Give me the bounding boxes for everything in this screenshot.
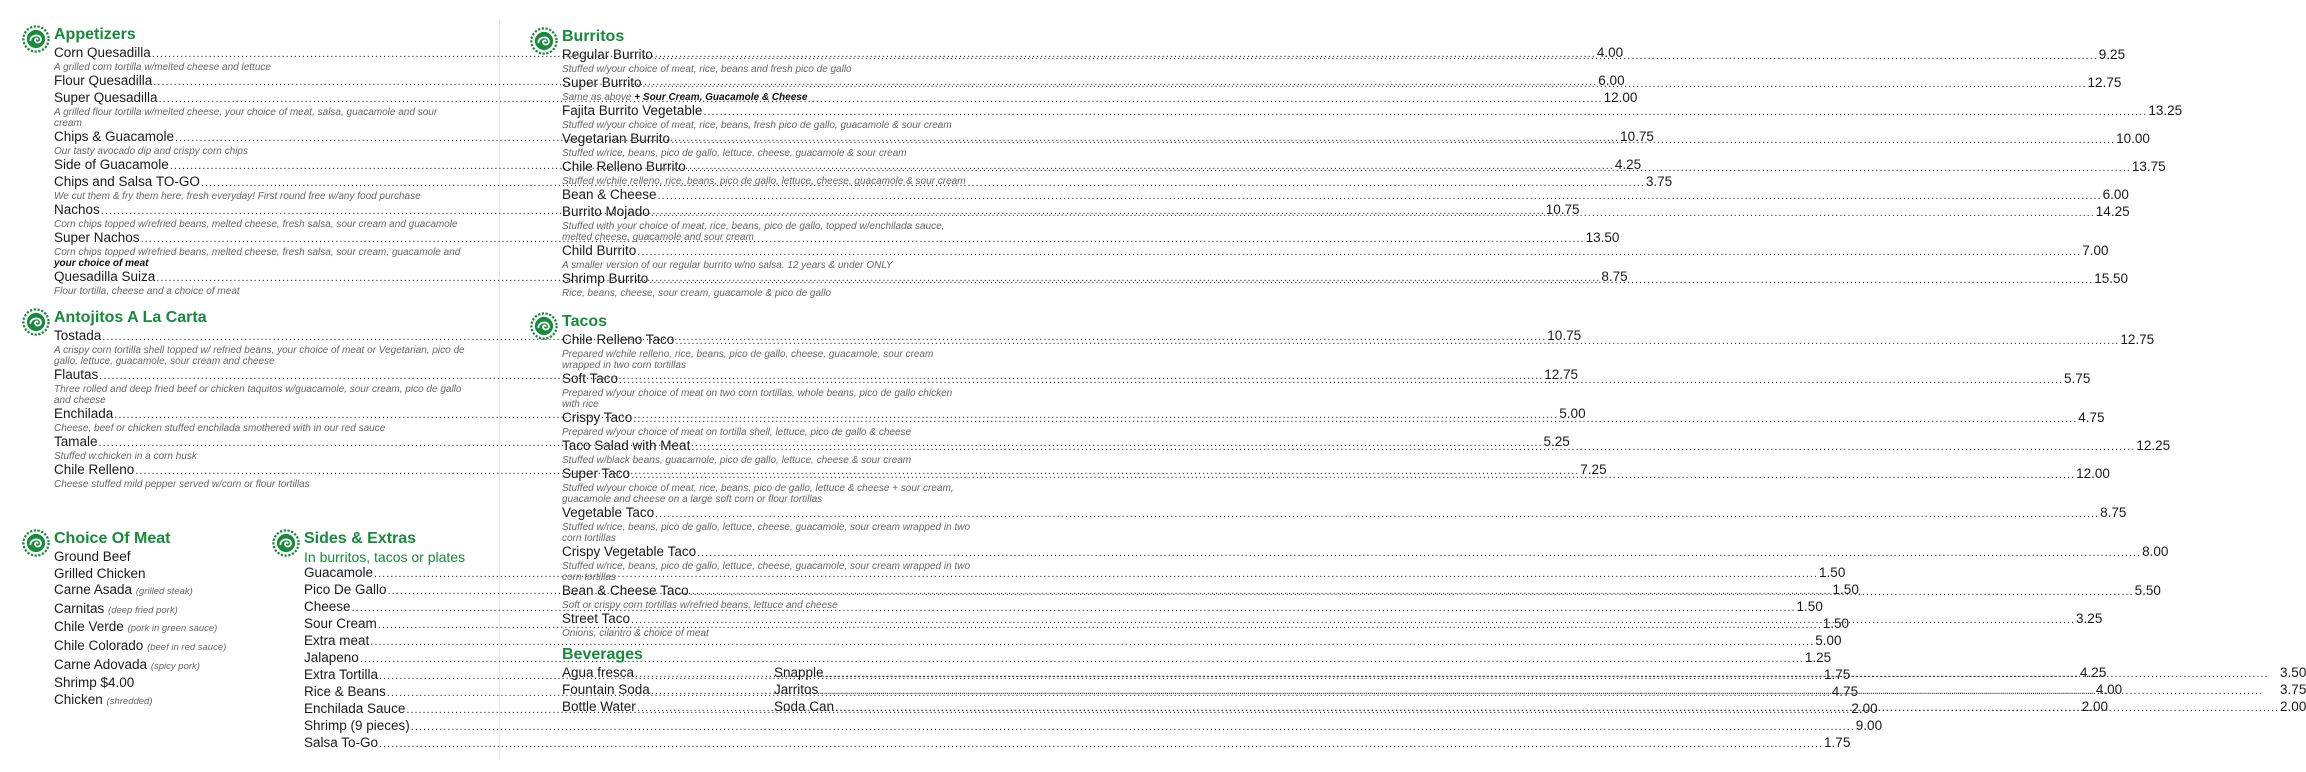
item-description (54, 423, 465, 434)
item-price: 1.25 (1804, 650, 1832, 665)
section-title: Appetizers (54, 26, 136, 43)
item-price: 10.75 (1547, 328, 1582, 343)
item-description-text: Rice, beans, cheese, sour cream, guacamole & pico de gallo (562, 288, 832, 299)
menu-item (304, 735, 1851, 752)
dot-leader (671, 132, 2115, 148)
item-description-text: A smaller version of our regular burrito w/no salsa. 12 years & under ONLY (562, 260, 893, 271)
item-description (562, 388, 970, 410)
item-price: 12.75 (2087, 75, 2122, 90)
item-description (562, 455, 970, 466)
menu-item (562, 103, 2183, 131)
item-description-text: We cut them & fry them here, fresh everyday! First round free w/any food purchase (54, 191, 421, 202)
menu-item (562, 505, 2127, 544)
item-description-text: Stuffed with your choice of meat, rice, beans, pico de gallo, topped w/enchilada sauce, melted cheese, guacamole and sour cream (562, 221, 945, 243)
item-description-text: A crispy corn tortilla shell topped w/ refried beans, your choice of meat or Vegetarian, pico de gallo, lettuce, guacamole, sour cream and cheese (54, 345, 465, 367)
item-description (562, 561, 970, 583)
item-name: Vegetarian Burrito (562, 131, 671, 146)
item-description (562, 260, 970, 271)
dot-leader (631, 467, 2075, 483)
menu-item-row (774, 682, 2306, 699)
menu-item-row (562, 243, 2109, 260)
item-name: Side of Guacamole (54, 157, 169, 172)
item-name: Shrimp Burrito (562, 271, 649, 286)
item-description-text: Flour tortilla, cheese and a choice of meat (54, 286, 240, 297)
item-name: Soft Taco (562, 371, 619, 386)
meat-name: Carnitas (54, 600, 105, 616)
meat-column (22, 529, 252, 710)
item-price: 7.25 (1580, 462, 1607, 477)
menu-item (304, 718, 1883, 735)
item-price: 1.50 (1796, 599, 1823, 614)
item-name: Agua fresca (562, 665, 635, 680)
item-description (562, 148, 970, 159)
item-price: 4.75 (2078, 410, 2105, 425)
item-description-text: Three rolled and deep fried beef or chicken taquitos w/guacamole, sour cream, pico de gallo and cheese (54, 384, 462, 406)
item-price: 3.75 (2280, 682, 2306, 697)
item-name: Extra Tortilla (304, 667, 379, 682)
swirl-icon (272, 529, 300, 557)
item-name: Soda Can (774, 699, 835, 714)
item-name: Flautas (54, 367, 99, 382)
item-name: Chile Relleno Taco (562, 332, 675, 347)
item-description (562, 288, 970, 299)
item-name: Vegetable Taco (562, 505, 655, 520)
meat-name: Chile Colorado (54, 637, 144, 653)
item-description (562, 427, 970, 438)
section-title: Beverages (562, 646, 643, 663)
item-description (562, 120, 970, 131)
item-name: Enchilada Sauce (304, 701, 406, 716)
item-name: Super Quesadilla (54, 90, 158, 105)
dot-leader (658, 188, 2102, 204)
item-price: 4.00 (2095, 682, 2123, 697)
item-name: Chile Relleno (54, 462, 135, 477)
item-description-text: Stuffed w.chicken in a corn husk (54, 451, 197, 462)
meat-note: (shredded) (106, 695, 153, 707)
item-description-text: Stuffed w/rice, beans, pico de gallo, lettuce, cheese, guacamole, sour cream wrapped in two corn tortillas (562, 522, 971, 544)
meat-name: Chile Verde (54, 619, 124, 635)
item-description-text: Corn chips topped w/refried beans, melted cheese, fresh salsa, sour cream and guacamole (54, 219, 458, 230)
item-description (562, 92, 970, 103)
item-price: 8.75 (1601, 269, 1628, 284)
item-price: 1.50 (1822, 616, 1850, 631)
item-name: Guacamole (304, 565, 374, 580)
section-title: Choice Of Meat (54, 530, 171, 547)
item-name: Sour Cream (304, 616, 377, 631)
dot-leader (825, 666, 2280, 682)
item-price: 15.50 (2094, 271, 2129, 286)
menu-item-row (304, 735, 1851, 752)
item-name: Bean & Cheese (562, 187, 657, 202)
item-price: 14.25 (2095, 204, 2130, 219)
meat-name: Ground Beef (54, 549, 131, 564)
item-description-text: Our tasty avocado dip and crispy corn chips (54, 146, 248, 157)
menu-item-row (304, 718, 1883, 735)
item-name: Jarritos (774, 682, 819, 697)
dot-leader (651, 205, 2095, 221)
item-name: Tamale (54, 434, 98, 449)
item-description (562, 522, 970, 544)
item-description (54, 247, 465, 269)
item-price: 10.00 (2116, 131, 2150, 146)
item-description-text: Stuffed w/your choice of meat, rice, beans, fresh pico de gallo, guacamole & sour cream (562, 120, 952, 131)
item-description (54, 62, 465, 73)
menu-item-row (562, 103, 2183, 120)
item-name: Bottle Water (562, 699, 636, 714)
item-description-text: Onions, cilantro & choice of meat (562, 628, 709, 639)
item-price: 4.00 (1596, 45, 1624, 60)
item-description-text: Cheese stuffed mild pepper served w/corn or flour tortillas (54, 479, 310, 490)
item-description-text: Prepared w/your choice of meat on two corn tortillas, whole beans, pico de gallo chicken with rice (562, 388, 953, 410)
section-title: Antojitos A La Carta (54, 309, 207, 326)
dot-leader (643, 76, 2087, 92)
item-description-text: A grilled flour tortilla w/melted cheese, your choice of meat, salsa, guacamole and sour cream (54, 107, 438, 129)
item-description-text: Stuffed w/your choice of meat, rice, beans, pico de gallo, lettuce & cheese + sour cream, guacamole and cheese on a large soft corn or flour tortillas (562, 483, 954, 505)
item-price: 2.00 (2081, 699, 2109, 714)
meat-option (54, 601, 252, 620)
item-name: Cheese (304, 599, 351, 614)
item-price: 1.75 (1824, 667, 1851, 682)
item-description-text: Stuffed w/chile relleno, rice, beans, pico de gallo, lettuce, cheese, guacamole & sour cream (562, 176, 966, 187)
menu-item (774, 699, 2306, 716)
item-price: 8.75 (2100, 505, 2127, 520)
dot-leader (690, 584, 2134, 600)
item-price: 12.75 (2120, 332, 2155, 347)
item-name: Snapple (774, 665, 824, 680)
item-price: 12.00 (1603, 90, 1638, 105)
dot-leader (819, 683, 2279, 699)
item-price: 2.00 (1851, 701, 1878, 716)
item-price: 4.75 (1831, 684, 1859, 699)
section-title: Sides & Extras (304, 530, 417, 547)
dot-leader (633, 411, 2077, 427)
meat-note: (beef in red sauce) (147, 641, 227, 653)
item-description-text: Soft or crispy corn tortillas w/refried beans, lettuce and cheese (562, 600, 838, 611)
item-description-text: A grilled corn tortilla w/melted cheese and lettuce (54, 62, 271, 73)
meat-name: Chicken (54, 691, 103, 707)
item-price: 2.00 (2280, 699, 2306, 714)
item-description (562, 176, 970, 187)
item-price: 5.00 (1815, 633, 1842, 648)
item-description (54, 345, 465, 367)
meat-note: (spicy pork) (150, 660, 200, 672)
dot-leader (631, 612, 2075, 628)
item-price: 12.75 (1544, 367, 1579, 382)
item-name: Enchilada (54, 406, 114, 421)
item-name: Child Burrito (562, 243, 637, 258)
item-description (562, 628, 970, 639)
menu-item (562, 243, 2109, 271)
item-name: Bean & Cheese Taco (562, 583, 689, 598)
item-description-highlight: + Sour Cream, Guacamole & Cheese (634, 92, 808, 103)
item-description-highlight: your choice of meat (54, 258, 149, 269)
meat-note: (pork in green sauce) (127, 623, 218, 635)
item-name: Quesadilla Suiza (54, 269, 156, 284)
item-description (54, 107, 465, 129)
choice-of-meat-section (22, 529, 252, 710)
item-name: Pico De Gallo (304, 582, 387, 597)
item-price: 10.75 (1620, 129, 1654, 144)
item-name: Flour Quesadilla (54, 73, 153, 88)
swirl-icon (22, 529, 50, 557)
swirl-icon (530, 27, 558, 55)
item-price: 4.25 (1614, 157, 1642, 172)
meat-option (54, 549, 252, 566)
item-name: Super Nachos (54, 230, 140, 245)
dot-leader (703, 104, 2147, 120)
item-price: 7.00 (2082, 243, 2109, 258)
item-name: Super Taco (562, 466, 631, 481)
item-description-text: Corn chips topped w/refried beans, melted cheese, fresh salsa, sour cream, guacamole and (54, 247, 461, 258)
item-description (54, 384, 465, 406)
item-name: Fountain Soda (562, 682, 650, 697)
menu-item-row (562, 544, 2169, 561)
menu-item-row (774, 665, 2306, 682)
item-price: 5.50 (2134, 583, 2161, 598)
item-description (54, 191, 465, 202)
item-name: Street Taco (562, 611, 631, 626)
menu-item-row (562, 505, 2127, 522)
dot-leader (697, 545, 2141, 561)
item-description (54, 146, 465, 157)
item-price: 5.25 (1543, 434, 1570, 449)
dot-leader (687, 160, 2131, 176)
item-price: 12.25 (2136, 438, 2171, 453)
item-name: Tostada (54, 328, 102, 343)
item-price: 3.50 (2280, 665, 2306, 680)
dot-leader (835, 700, 2279, 716)
menu-item-row (774, 699, 2306, 716)
section-subtitle: In burritos, tacos or plates (304, 549, 466, 565)
item-price: 9.00 (1855, 718, 1883, 733)
meat-list (54, 549, 252, 710)
item-price: 13.50 (1585, 230, 1620, 245)
item-name: Corn Quesadilla (54, 45, 151, 60)
item-name: Super Burrito (562, 75, 642, 90)
item-name: Fajita Burrito Vegetable (562, 103, 703, 118)
item-description-text: Stuffed w/rice, beans, pico de gallo, lettuce, cheese, guacamole & sour cream (562, 148, 907, 159)
item-name: Taco Salad with Meat (562, 438, 691, 453)
dot-leader (675, 333, 2119, 349)
dot-leader (411, 719, 1855, 735)
item-price: 13.25 (2148, 103, 2183, 118)
meat-note: (deep fried pork) (108, 604, 178, 616)
item-description-text: Cheese, beef or chicken stuffed enchilada smothered with in our red sauce (54, 423, 386, 434)
meat-option (54, 675, 252, 692)
item-description-text: Stuffed w/black beans, guacamole, pico de gallo, lettuce, cheese & sour cream (562, 455, 912, 466)
swirl-icon (530, 312, 558, 340)
item-description (562, 64, 970, 75)
item-price: 13.75 (2131, 159, 2166, 174)
item-price: 6.00 (2102, 187, 2129, 202)
item-description (562, 483, 970, 505)
meat-name: Grilled Chicken (54, 565, 146, 581)
item-price: 1.50 (1819, 565, 1846, 580)
item-description-text: Stuffed w/your choice of meat, rice, beans and fresh pico de gallo (562, 64, 852, 75)
item-name: Salsa To-Go (304, 735, 379, 750)
item-price: 3.25 (2076, 611, 2103, 626)
meat-option (54, 657, 252, 676)
item-description-text: Prepared w/chile relleno, rice, beans, pico de gallo, cheese, guacamole, sour cream wrapped in two corn tortillas (562, 349, 934, 371)
item-description (54, 286, 465, 297)
item-price: 9.25 (2098, 47, 2126, 62)
item-name: Chips & Guacamole (54, 129, 175, 144)
dot-leader (649, 272, 2093, 288)
item-price: 1.50 (1832, 582, 1859, 597)
item-name: Crispy Taco (562, 410, 633, 425)
item-name: Regular Burrito (562, 47, 653, 62)
swirl-icon (22, 25, 50, 53)
section-title: Burritos (562, 28, 625, 45)
meat-option (54, 619, 252, 638)
item-description-text: Stuffed w/rice, beans, pico de gallo, lettuce, cheese, guacamole, sour cream wrapped in two corn tortillas (562, 561, 971, 583)
menu-item-row (562, 187, 2129, 204)
item-description (562, 349, 970, 371)
item-description-text: Same as above (562, 92, 632, 103)
item-description (54, 479, 465, 490)
item-price: 8.00 (2142, 544, 2169, 559)
item-name: Rice & Beans (304, 684, 386, 699)
section-title: Tacos (562, 313, 608, 330)
item-price: 10.75 (1545, 202, 1580, 217)
meat-option (54, 638, 252, 657)
item-name: Chips and Salsa TO-GO (54, 174, 200, 189)
item-name: Extra meat (304, 633, 370, 648)
menu-item (774, 682, 2306, 699)
menu-item (774, 665, 2306, 682)
dot-leader (637, 244, 2081, 260)
item-description (54, 451, 465, 462)
meat-note: (grilled steak) (135, 586, 193, 598)
meat-name: Shrimp $4.00 (54, 675, 135, 691)
item-price: 12.00 (2076, 466, 2110, 481)
dot-leader (379, 736, 1823, 752)
meat-name: Carne Adovada (54, 656, 148, 672)
item-name: Nachos (54, 202, 100, 217)
item-price: 6.00 (1598, 73, 1625, 88)
item-price: 4.25 (2080, 665, 2107, 680)
item-description (562, 600, 970, 611)
meat-option (54, 566, 252, 583)
item-name: Jalapeno (304, 650, 359, 665)
item-description (54, 219, 465, 230)
item-price: 5.75 (2064, 371, 2091, 386)
menu-item (562, 187, 2129, 204)
item-name: Crispy Vegetable Taco (562, 544, 697, 559)
item-price: 5.00 (1559, 406, 1586, 421)
beverages-right-list (774, 665, 2306, 716)
item-description (562, 221, 970, 243)
dot-leader (654, 48, 2098, 64)
swirl-icon (22, 308, 50, 336)
item-name: Chile Relleno Burrito (562, 159, 686, 174)
item-name: Burrito Mojado (562, 204, 650, 219)
dot-leader (619, 372, 2063, 388)
dot-leader (691, 439, 2135, 455)
meat-option (54, 692, 252, 711)
item-price: 1.75 (1824, 735, 1851, 750)
meat-name: Carne Asada (54, 582, 133, 598)
item-name: Shrimp (9 pieces) (304, 718, 410, 733)
meat-option (54, 582, 252, 601)
dot-leader (655, 506, 2099, 522)
item-price: 3.75 (1645, 174, 1673, 189)
item-description-text: Prepared w/your choice of meat on tortilla shell, lettuce, pico de gallo & cheese (562, 427, 912, 438)
